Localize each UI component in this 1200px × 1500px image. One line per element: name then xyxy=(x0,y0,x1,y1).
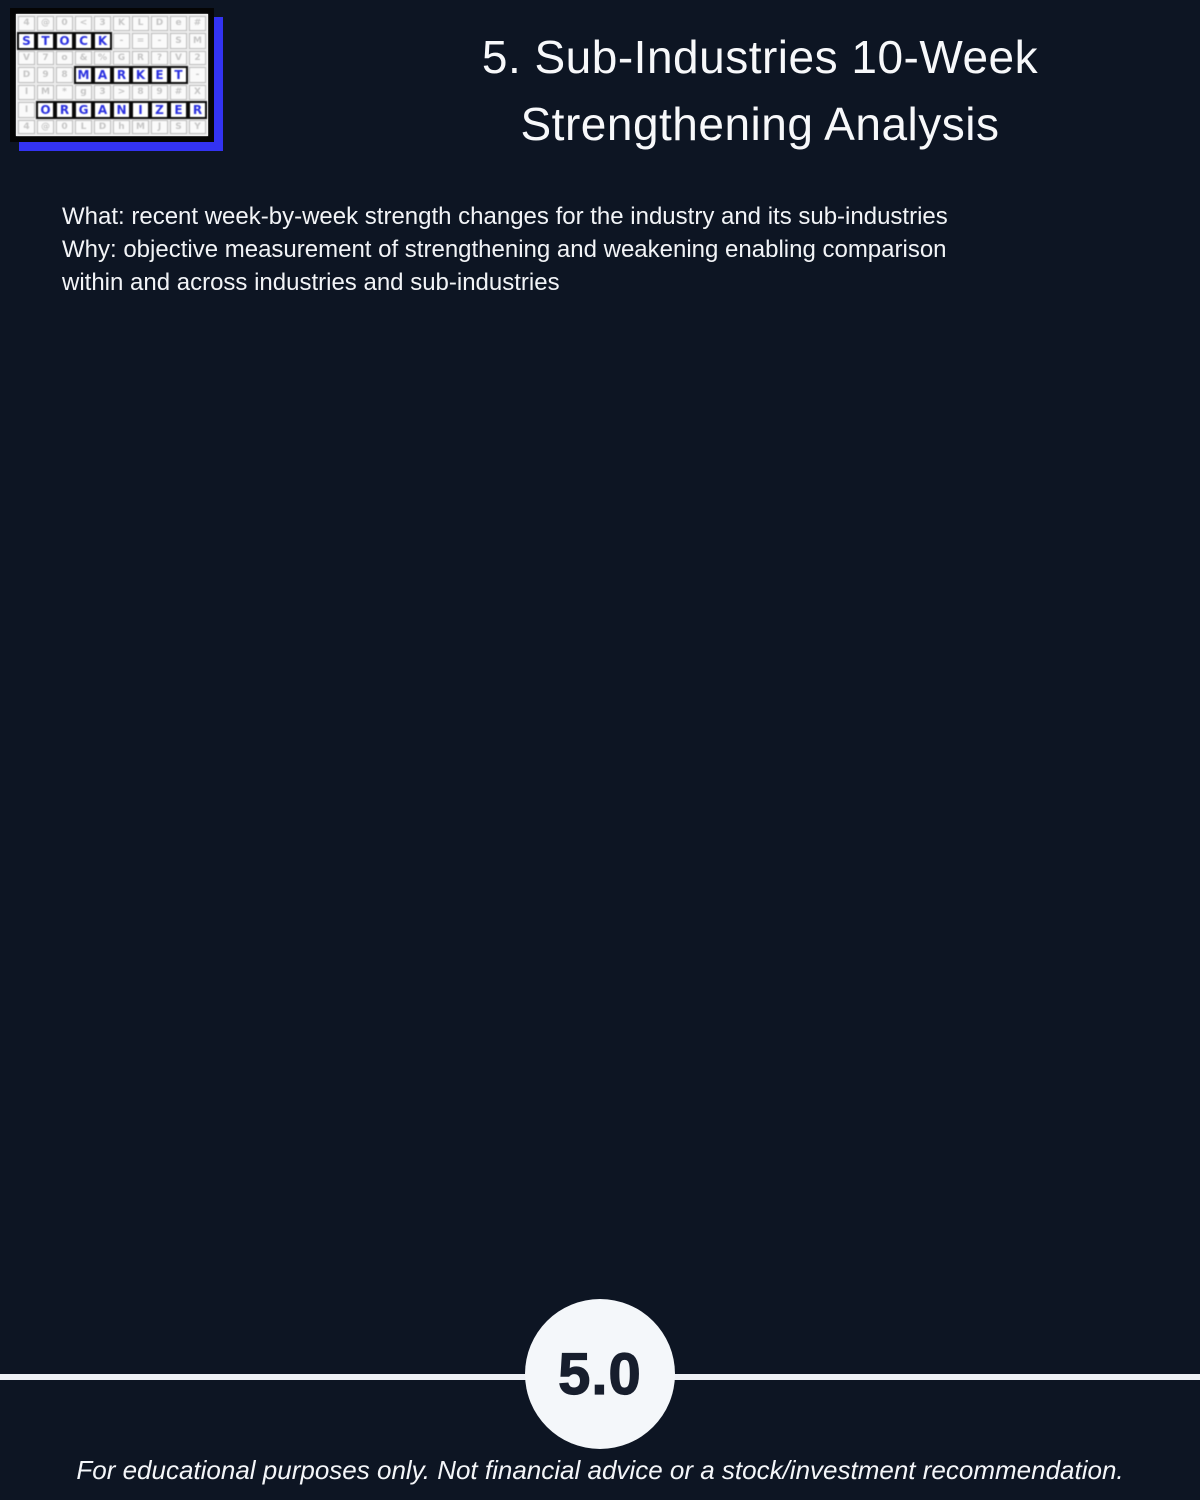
logo-grid-cell: R xyxy=(188,101,207,119)
logo-grid-cell: 4 xyxy=(18,120,35,135)
logo-grid-cell: 0 xyxy=(56,16,73,31)
page-title-line-1: 5. Sub-Industries 10-Week xyxy=(481,31,1039,83)
logo-grid-cell: R xyxy=(112,66,131,84)
logo-grid-cell: > xyxy=(113,85,130,100)
logo-grid-cell: D xyxy=(94,120,111,135)
logo-grid-cell: O xyxy=(36,101,55,119)
intro-what-line: What: recent week-by-week strength changes for the industry and its sub-industries xyxy=(62,203,948,230)
logo-grid-cell: % xyxy=(94,51,111,66)
logo-grid-cell: N xyxy=(112,101,131,119)
logo-grid-cell: D xyxy=(18,67,35,83)
logo-grid-cell: A xyxy=(93,101,112,119)
logo-grid-cell: 2 xyxy=(189,51,206,66)
logo-grid-cell: M xyxy=(74,66,93,84)
logo-grid-cell: = xyxy=(132,33,149,49)
logo-grid-cell: I xyxy=(131,101,150,119)
intro-why-line: Why: objective measurement of strengthening and weakening enabling comparison xyxy=(62,236,947,263)
logo-grid-cell: C xyxy=(74,32,93,50)
logo-grid-cell: 9 xyxy=(151,85,168,100)
logo-grid-cell: E xyxy=(169,101,188,119)
logo-crossword-grid xyxy=(16,14,208,136)
logo-grid-cell: & xyxy=(75,51,92,66)
logo-grid-cell: 0 xyxy=(56,120,73,135)
logo-grid-cell: X xyxy=(189,85,206,100)
logo-grid-cell: h xyxy=(113,120,130,135)
logo-grid-cell: < xyxy=(75,16,92,31)
logo-grid-cell: E xyxy=(150,66,169,84)
logo-grid-cell: @ xyxy=(37,16,54,31)
logo-grid-cell: 4 xyxy=(18,16,35,31)
logo-grid-cell: V xyxy=(170,51,187,66)
logo-grid-cell: G xyxy=(113,51,130,66)
footer-disclaimer: For educational purposes only. Not financial advice or a stock/investment recommendation. xyxy=(76,1455,1124,1485)
logo-grid-cell: Z xyxy=(150,101,169,119)
logo-grid-cell: - xyxy=(151,33,168,49)
logo-grid-cell: O xyxy=(55,32,74,50)
logo-grid-cell: J xyxy=(151,120,168,135)
logo-grid-cell: R xyxy=(55,101,74,119)
logo-grid-cell: * xyxy=(56,85,73,100)
logo-grid-cell: K xyxy=(93,32,112,50)
logo-grid-cell: ? xyxy=(151,51,168,66)
page-title-line-2: Strengthening Analysis xyxy=(520,98,1000,150)
logo-grid-cell: I xyxy=(18,102,35,118)
page-number-badge xyxy=(525,1299,675,1449)
stock-market-organizer-logo xyxy=(10,8,214,142)
logo-grid-cell: 3 xyxy=(94,16,111,31)
logo-grid-cell: g xyxy=(75,85,92,100)
logo-grid-cell: M xyxy=(189,33,206,49)
logo-grid-cell: 8 xyxy=(132,85,149,100)
logo-grid-cell: 7 xyxy=(37,51,54,66)
logo-grid-cell: R xyxy=(132,51,149,66)
logo-grid-cell: - xyxy=(189,67,206,83)
logo-grid-cell: M xyxy=(37,85,54,100)
intro-why-line-wrap: within and across industries and sub-industries xyxy=(62,269,560,296)
logo-grid-cell: T xyxy=(169,66,188,84)
logo-grid-cell: M xyxy=(132,120,149,135)
logo-grid-cell: S xyxy=(17,32,36,50)
logo-grid-cell: # xyxy=(170,85,187,100)
logo-grid-cell: L xyxy=(132,16,149,31)
logo-grid-cell: o xyxy=(56,51,73,66)
logo-grid-cell: S xyxy=(170,120,187,135)
page-number: 5.0 xyxy=(558,1341,642,1407)
logo-grid-cell: L xyxy=(75,120,92,135)
logo-grid-cell: Y xyxy=(189,120,206,135)
logo-grid-cell: e xyxy=(170,16,187,31)
logo-grid-cell: # xyxy=(189,16,206,31)
logo-grid-cell: T xyxy=(36,32,55,50)
logo-grid-cell: D xyxy=(151,16,168,31)
logo-grid-cell: I xyxy=(18,85,35,100)
logo-grid-cell: 8 xyxy=(56,67,73,83)
logo-grid-cell: - xyxy=(113,33,130,49)
logo-grid-cell: S xyxy=(170,33,187,49)
logo-grid-cell: V xyxy=(18,51,35,66)
logo-grid-cell: @ xyxy=(37,120,54,135)
logo-grid-cell: G xyxy=(74,101,93,119)
logo-grid-cell: A xyxy=(93,66,112,84)
logo-grid-cell: 3 xyxy=(94,85,111,100)
logo-grid-cell: K xyxy=(113,16,130,31)
intro-text xyxy=(62,200,1142,299)
page-title xyxy=(360,24,1160,158)
logo-grid-cell: K xyxy=(131,66,150,84)
logo-grid-cell: 9 xyxy=(37,67,54,83)
